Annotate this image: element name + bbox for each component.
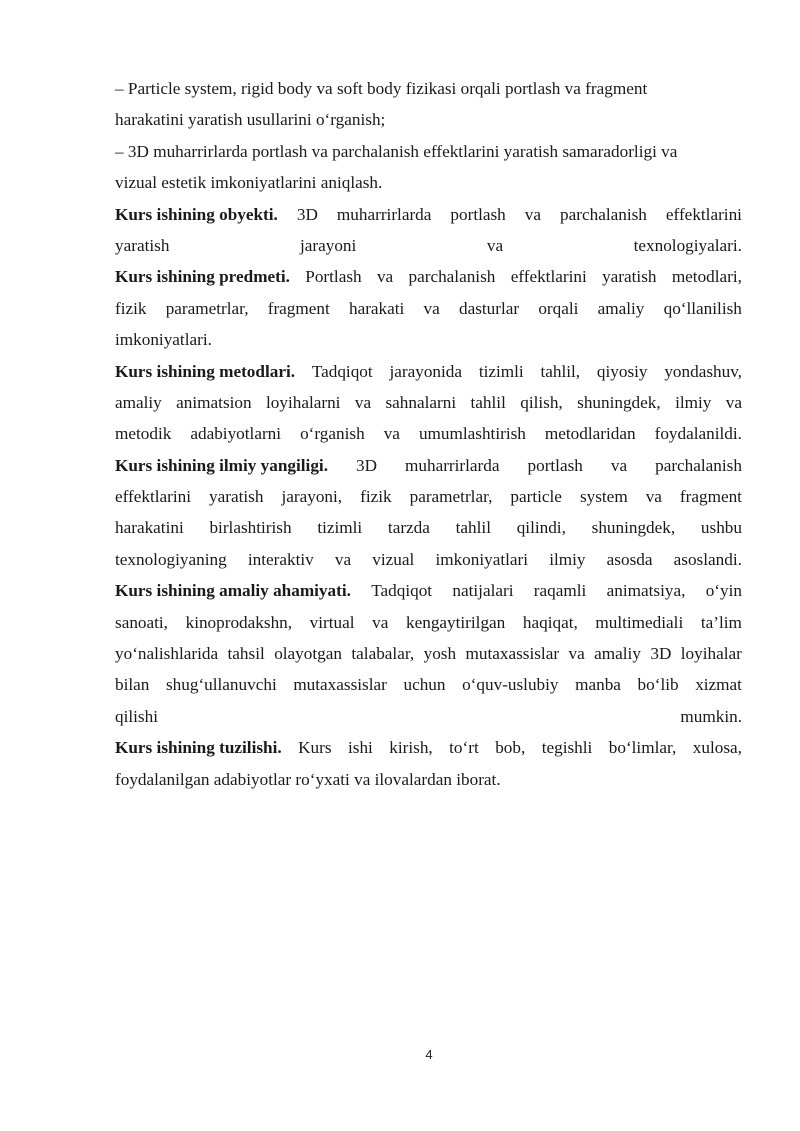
word: va bbox=[645, 487, 662, 507]
text-line bbox=[115, 230, 742, 261]
word: yaratish bbox=[209, 487, 264, 507]
word: shug‘ullanuvchi bbox=[165, 675, 277, 695]
word: 3D bbox=[356, 455, 378, 475]
word: va bbox=[524, 204, 542, 224]
text-line: – 3D muharrirlarda portlash va parchalanish effektlarini yaratish samaradorligi va bbox=[115, 141, 678, 161]
word: portlash bbox=[527, 455, 583, 475]
word: qilindi, bbox=[516, 518, 566, 538]
section-heading-line bbox=[115, 199, 742, 230]
word: yondashuv, bbox=[664, 361, 742, 381]
word: ushbu bbox=[700, 518, 742, 538]
word: muharrirlarda bbox=[405, 455, 500, 475]
word: o‘quv-uslubiy bbox=[462, 675, 559, 695]
word: texnologiyalari. bbox=[633, 235, 742, 255]
word: va bbox=[376, 267, 394, 287]
word: jarayoni bbox=[299, 235, 357, 255]
word: metodik bbox=[115, 424, 172, 444]
section-heading-line bbox=[115, 261, 742, 292]
word: tahlil bbox=[455, 518, 491, 538]
word: xizmat bbox=[695, 675, 742, 695]
text-line: imkoniyatlari. bbox=[115, 330, 212, 350]
word: virtual bbox=[309, 612, 355, 632]
word: animatsion bbox=[176, 392, 252, 412]
word: loyihalar bbox=[680, 644, 742, 664]
word: metodlaridan bbox=[544, 424, 636, 444]
word: tahlil, bbox=[540, 361, 581, 381]
word: tizimli bbox=[317, 518, 363, 538]
text-line bbox=[115, 544, 742, 575]
word: mutaxassislar bbox=[465, 644, 560, 664]
word: va bbox=[383, 424, 400, 444]
word: harakatini bbox=[115, 518, 184, 538]
text-line bbox=[115, 701, 742, 732]
word: ishi bbox=[347, 738, 373, 758]
word: tizimli bbox=[478, 361, 524, 381]
word: jarayoni, bbox=[281, 487, 343, 507]
word: Kurs bbox=[298, 738, 332, 758]
word: yaratish bbox=[602, 267, 657, 287]
word: sanoati, bbox=[115, 612, 168, 632]
word: birlashtirish bbox=[209, 518, 292, 538]
word: yosh bbox=[423, 644, 457, 664]
word: bo‘lib bbox=[637, 675, 679, 695]
word: fragment bbox=[679, 487, 742, 507]
word: tarzda bbox=[387, 518, 430, 538]
text-line: harakatini yaratish usullarini o‘rganish; bbox=[115, 110, 386, 130]
word: kirish, bbox=[389, 738, 433, 758]
word: parametrlar, bbox=[165, 298, 249, 318]
word: umumlashtirish bbox=[418, 424, 526, 444]
body-text bbox=[115, 73, 742, 795]
word: ilmiy bbox=[675, 392, 712, 412]
word: va bbox=[354, 392, 372, 412]
word: interaktiv bbox=[247, 549, 314, 569]
word: qilish, bbox=[520, 392, 563, 412]
word: animatsiya, bbox=[606, 581, 686, 601]
section-heading-line bbox=[115, 356, 742, 387]
word: to‘rt bbox=[449, 738, 479, 758]
word: va bbox=[568, 644, 585, 664]
text-line bbox=[115, 512, 742, 543]
word: bilan bbox=[115, 675, 150, 695]
word: va bbox=[372, 612, 389, 632]
section-heading: Kurs ishining metodlari. bbox=[115, 361, 296, 381]
word: system bbox=[579, 487, 628, 507]
word: natijalari bbox=[452, 581, 514, 601]
word: dasturlar bbox=[458, 298, 520, 318]
text-line: foydalanilgan adabiyotlar ro‘yxati va ilovalardan iborat. bbox=[115, 769, 501, 789]
word: amaliy bbox=[115, 392, 162, 412]
text-line: – Particle system, rigid body va soft body fizikasi orqali portlash va fragment bbox=[115, 79, 648, 98]
word: va bbox=[334, 549, 352, 569]
word: parchalanish bbox=[560, 204, 647, 224]
word: foydalanildi. bbox=[654, 424, 742, 444]
word: uchun bbox=[403, 675, 446, 695]
word: mumkin. bbox=[680, 706, 742, 726]
word: tegishli bbox=[541, 738, 593, 758]
word: particle bbox=[510, 487, 562, 507]
text-line bbox=[115, 607, 742, 638]
word: tahlil bbox=[470, 392, 506, 412]
section-heading: Kurs ishining obyekti. bbox=[115, 204, 278, 224]
word: orqali bbox=[538, 298, 579, 318]
word: o‘rganish bbox=[300, 424, 365, 444]
text-line bbox=[115, 418, 742, 449]
word: tahsil bbox=[227, 644, 265, 664]
word: shuningdek, bbox=[591, 518, 676, 538]
word: qilishi bbox=[115, 706, 158, 726]
section-heading: Kurs ishining amaliy ahamiyati. bbox=[115, 581, 351, 601]
word: va bbox=[725, 392, 742, 412]
word: va bbox=[423, 298, 440, 318]
section-heading-line bbox=[115, 575, 742, 606]
word: parchalanish bbox=[408, 267, 496, 287]
word: yo‘nalishlarida bbox=[115, 644, 219, 664]
word: ta’lim bbox=[700, 612, 742, 632]
word: qo‘llanilish bbox=[663, 298, 742, 318]
word: muharrirlarda bbox=[336, 204, 432, 224]
word: bob, bbox=[495, 738, 526, 758]
section-heading: Kurs ishining ilmiy yangiligi. bbox=[115, 455, 328, 475]
text-line bbox=[115, 638, 742, 669]
word: haqiqat, bbox=[522, 612, 578, 632]
word: olayotgan bbox=[274, 644, 342, 664]
word: effektlarini bbox=[665, 204, 742, 224]
word: talabalar, bbox=[351, 644, 415, 664]
word: va bbox=[610, 455, 628, 475]
page-number: 4 bbox=[425, 1047, 433, 1062]
word: bo‘limlar, bbox=[608, 738, 677, 758]
word: effektlarini bbox=[510, 267, 587, 287]
word: harakati bbox=[348, 298, 405, 318]
word: fizik bbox=[115, 298, 147, 318]
section-heading: Kurs ishining tuzilishi. bbox=[115, 738, 282, 758]
word: xulosa, bbox=[692, 738, 742, 758]
word: ilmiy bbox=[549, 549, 586, 569]
text-line bbox=[115, 669, 742, 700]
word: Portlash bbox=[305, 267, 362, 287]
word: parametrlar, bbox=[409, 487, 493, 507]
word: effektlarini bbox=[115, 487, 192, 507]
word: fizik bbox=[360, 487, 392, 507]
word: portlash bbox=[450, 204, 506, 224]
word: asoslandi. bbox=[673, 549, 742, 569]
section-heading: Kurs ishining predmeti. bbox=[115, 267, 290, 287]
text-line bbox=[115, 481, 742, 512]
word: imkoniyatlari bbox=[435, 549, 529, 569]
word: o‘yin bbox=[705, 581, 742, 601]
word: shuningdek, bbox=[577, 392, 661, 412]
word: vizual bbox=[372, 549, 415, 569]
word: raqamli bbox=[533, 581, 587, 601]
word: sahnalarni bbox=[385, 392, 457, 412]
section-heading-line bbox=[115, 732, 742, 763]
word: va bbox=[486, 235, 504, 255]
word: 3D bbox=[296, 204, 318, 224]
text-line: vizual estetik imkoniyatlarini aniqlash. bbox=[115, 173, 383, 193]
word: amaliy bbox=[594, 644, 641, 664]
word: yaratish bbox=[115, 235, 170, 255]
word: mutaxassislar bbox=[293, 675, 387, 695]
word: qiyosiy bbox=[596, 361, 648, 381]
word: fragment bbox=[267, 298, 330, 318]
word: adabiyotlarni bbox=[190, 424, 282, 444]
word: kengaytirilgan bbox=[406, 612, 506, 632]
text-line bbox=[115, 293, 742, 324]
text-line bbox=[115, 387, 742, 418]
word: texnologiyaning bbox=[115, 549, 227, 569]
word: multimediali bbox=[595, 612, 684, 632]
word: amaliy bbox=[597, 298, 645, 318]
word: Tadqiqot bbox=[371, 581, 433, 601]
word: parchalanish bbox=[655, 455, 742, 475]
word: 3D bbox=[650, 644, 672, 664]
word: kinoprodakshn, bbox=[185, 612, 293, 632]
word: asosda bbox=[606, 549, 653, 569]
word: loyihalarni bbox=[266, 392, 341, 412]
section-heading-line bbox=[115, 450, 742, 481]
word: jarayonida bbox=[389, 361, 463, 381]
word: manba bbox=[575, 675, 621, 695]
word: Tadqiqot bbox=[311, 361, 373, 381]
word: metodlari, bbox=[671, 267, 742, 287]
